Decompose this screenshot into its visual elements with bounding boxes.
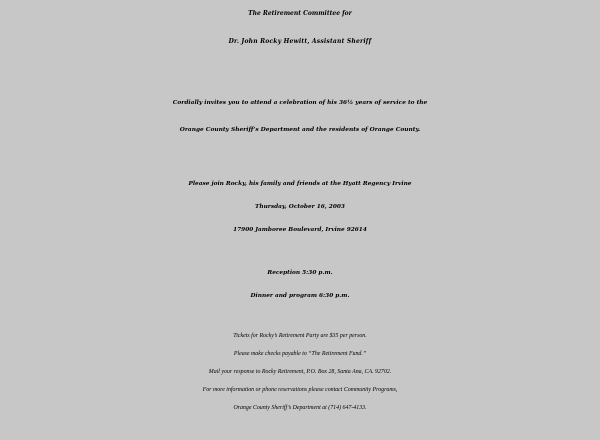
mailing-address: Mail your response to Rocky Retirement, P.O. Box 28, Santa Ana, CA. 92702. xyxy=(208,369,392,375)
venue-address: 17900 Jamboree Boulevard, Irvine 92614 xyxy=(233,227,367,233)
dinner-time: Dinner and program 6:30 p.m. xyxy=(250,293,350,299)
venue-line: Please join Rocky, his family and friends at the Hyatt Regency Irvine xyxy=(188,181,412,187)
event-date: Thursday, October 16, 2003 xyxy=(255,204,345,210)
contact-phone: Orange County Sheriff’s Department at (714) 647-4133. xyxy=(233,405,367,411)
ticket-price: Tickets for Rocky’s Retirement Party are $35 per person. xyxy=(233,333,367,339)
honoree-name: Dr. John Rocky Hewitt, Assistant Sheriff xyxy=(228,38,372,45)
payment-instructions: Please make checks payable to “The Retirement Fund.” xyxy=(233,351,367,357)
reception-time: Reception 5:30 p.m. xyxy=(267,270,333,276)
contact-info: For more information or phone reservations please contact Community Programs, xyxy=(202,387,398,393)
committee-header: The Retirement Committee for xyxy=(248,10,352,17)
invitation-text-line-2: Orange County Sheriff’s Department and the residents of Orange County. xyxy=(179,127,421,133)
invitation-text-line-1: Cordially invites you to attend a celebration of his 36½ years of service to the xyxy=(172,100,428,106)
